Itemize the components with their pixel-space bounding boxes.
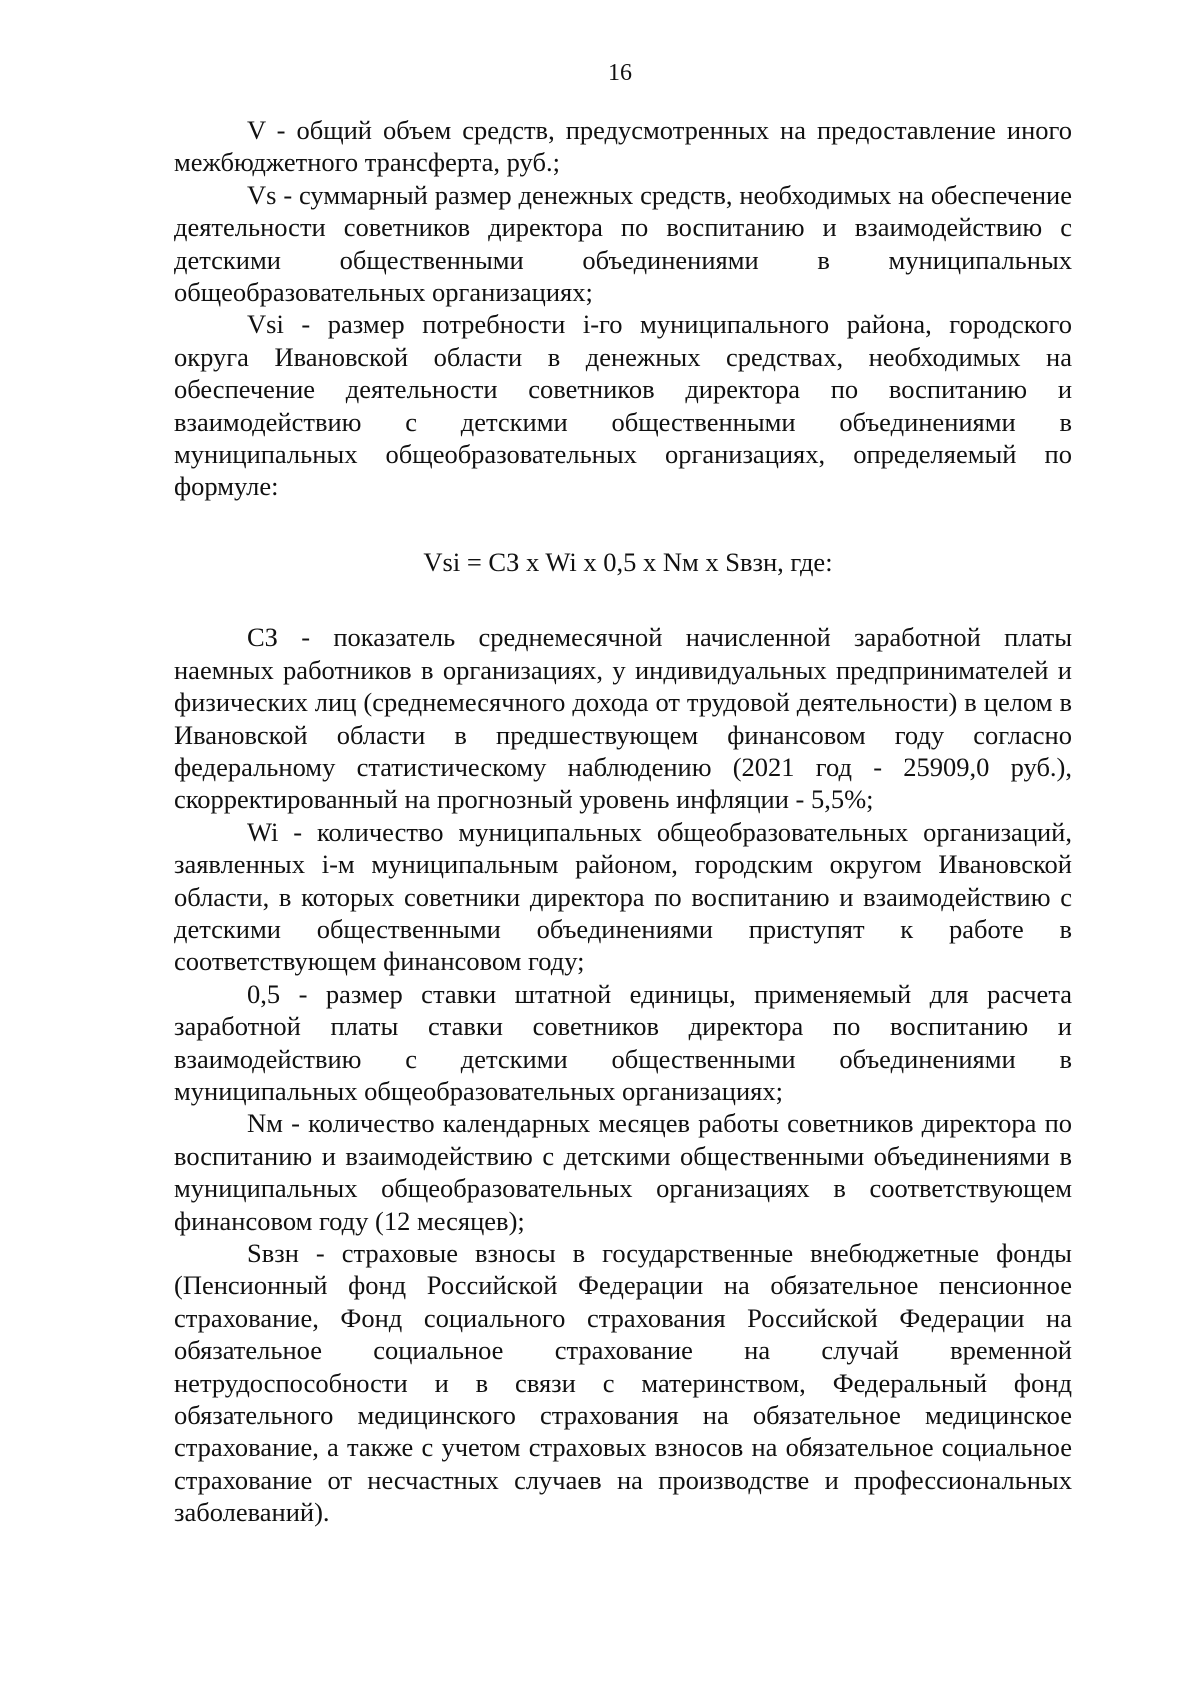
definition-vs: Vs - суммарный размер денежных средств, необходимых на обеспечение деятельности советников директора по воспитанию и взаимодействию с детскими общественными объединениями в муниципальных общеобразовательных организациях; bbox=[174, 179, 1072, 308]
definition-nm: Nм - количество календарных месяцев работы советников директора по воспитанию и взаимодействию с детскими общественными объединениями в муниципальных общеобразовательных организациях в соответствующем финансовом году (12 месяцев); bbox=[174, 1108, 1072, 1236]
definition-sz: СЗ - показатель среднемесячной начисленной заработной платы наемных работников в организациях, у индивидуальных предпринимателей и физических лиц (среднемесячного дохода от трудовой деятельности) в целом в Ивановской области в предшествующем финансовом году согласно федеральному статистическому наблюдению (2021 год - 25909,0 руб.), скорректированный на прогнозный уровень инфляции - 5,5%; bbox=[174, 622, 1072, 815]
formula: Vsi = СЗ x Wi x 0,5 x Nм x Sвзн, где: bbox=[423, 546, 833, 577]
definition-svzn: Sвзн - страховые взносы в государственные внебюджетные фонды (Пенсионный фонд Российской Федерации на обязательное пенсионное страхование, Фонд социального страхования Российской Федерации на обязательное социальное страхование на случай временной нетрудоспособности и в связи с материнством, Федеральный фонд обязательного медицинского страхования на обязательное медицинское страхование, а также с учетом страховых взносов на обязательное социальное страхование от несчастных случаев на производстве и профессиональных заболеваний). bbox=[174, 1238, 1072, 1528]
document-body bbox=[174, 114, 1072, 1529]
definition-v: V - общий объем средств, предусмотренных на предоставление иного межбюджетного трансферта, руб.; bbox=[174, 115, 1072, 178]
definition-rate: 0,5 - размер ставки штатной единицы, применяемый для расчета заработной платы ставки советников директора по воспитанию и взаимодействию с детскими общественными объединениями в муниципальных общеобразовательных организациях; bbox=[174, 978, 1072, 1106]
page-number: 16 bbox=[608, 60, 632, 86]
definition-vsi: Vsi - размер потребности i-го муниципального района, городского округа Ивановской области в денежных средствах, необходимых на обеспечение деятельности советников директора по воспитанию и взаимодействию с детскими общественными объединениями в муниципальных общеобразовательных организациях, определяемый по формуле: bbox=[174, 309, 1072, 502]
definition-wi: Wi - количество муниципальных общеобразовательных организаций, заявленных i-м муниципальным районом, городским округом Ивановской области, в которых советники директора по воспитанию и взаимодействию с детскими общественными объединениями приступят к работе в соответствующем финансовом году; bbox=[174, 816, 1072, 977]
